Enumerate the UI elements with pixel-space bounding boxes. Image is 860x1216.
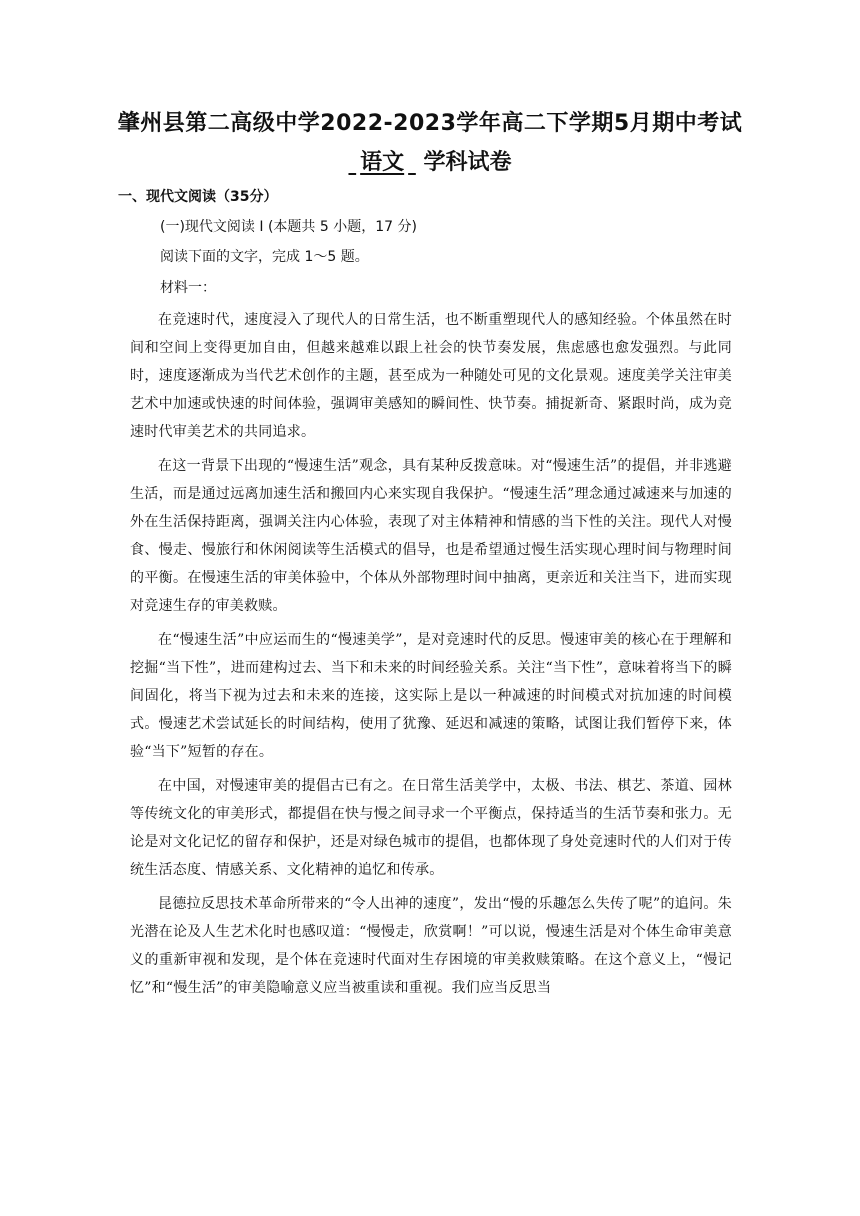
passage-paragraph-2: 在这一背景下出现的“慢速生活”观念，具有某种反拨意味。对“慢速生活”的提倡，并非逃避生活，而是通过远离加速生活和搬回内心来实现自我保护。“慢速生活”理念通过减速来与加速的外在生活保持距离，强调关注内心体验，表现了对主体精神和情感的当下性的关注。现代人对慢食、慢走、慢旅行和休闲阅读等生活模式的倡导，也是希望通过慢生活实现心理时间与物理时间的平衡。在慢速生活的审美体验中，个体从外部物理时间中抽离，更亲近和关注当下，进而实现对竞速生存的审美救赎。 [130, 458, 732, 614]
section-heading: 一、现代文阅读（35分） [118, 189, 278, 205]
material-label: 材料一： [160, 280, 216, 296]
passage-paragraph-5: 昆德拉反思技术革命所带来的“令人出神的速度”，发出“慢的乐趣怎么失传了呢”的追问。朱光潜在论及人生艺术化时也感叹道：“慢慢走，欣赏啊！”可以说，慢速生活是对个体生命审美意义的重新审视和发现，是个体在竞速时代面对生存困境的审美救赎策略。在这个意义上，“慢记忆”和“慢生活”的审美隐喻意义应当被重读和重视。我们应当反思当 [130, 896, 732, 996]
subject-name: 语文 [360, 150, 405, 175]
exam-title: 肇州县第二高级中学2022-2023学年高二下学期5月期中考试 [117, 111, 743, 136]
subject-underline-pad-right [408, 150, 416, 175]
passage-body [130, 306, 732, 1008]
exam-subtitle [0, 145, 860, 176]
subtitle-suffix: 学科试卷 [423, 150, 512, 175]
passage-paragraph-4: 在中国，对慢速审美的提倡古已有之。在日常生活美学中，太极、书法、棋艺、茶道、园林等传统文化的审美形式，都提倡在快与慢之间寻求一个平衡点，保持适当的生活节奏和张力。无论是对文化记忆的留存和保护，还是对绿色城市的提倡，也都体现了身处竞速时代的人们对于传统生活态度、情感关系、文化精神的追忆和传承。 [130, 778, 732, 878]
passage-paragraph-1: 在竞速时代，速度浸入了现代人的日常生活，也不断重塑现代人的感知经验。个体虽然在时间和空间上变得更加自由，但越来越难以跟上社会的快节奏发展，焦虑感也愈发强烈。与此同时，速度逐渐成为当代艺术创作的主题，甚至成为一种随处可见的文化景观。速度美学关注审美艺术中加速或快速的时间体验，强调审美感知的瞬间性、快节奏。捕捉新奇、紧跟时尚，成为竞速时代审美艺术的共同追求。 [130, 312, 732, 440]
passage-paragraph-3: 在“慢速生活”中应运而生的“慢速美学”，是对竞速时代的反思。慢速审美的核心在于理解和挖掘“当下性”，进而建构过去、当下和未来的时间经验关系。关注“当下性”，意味着将当下的瞬间固化，将当下视为过去和未来的连接，这实际上是以一种减速的时间模式对抗加速的时间模式。慢速艺术尝试延长的时间结构，使用了犹豫、延迟和减速的策略，试图让我们暂停下来，体验“当下”短暂的存在。 [130, 632, 732, 760]
subject-underline-pad [348, 150, 356, 175]
subsection-heading: (一)现代文阅读 I (本题共 5 小题，17 分) [160, 219, 417, 235]
reading-instruction: 阅读下面的文字，完成 1～5 题。 [160, 249, 369, 265]
